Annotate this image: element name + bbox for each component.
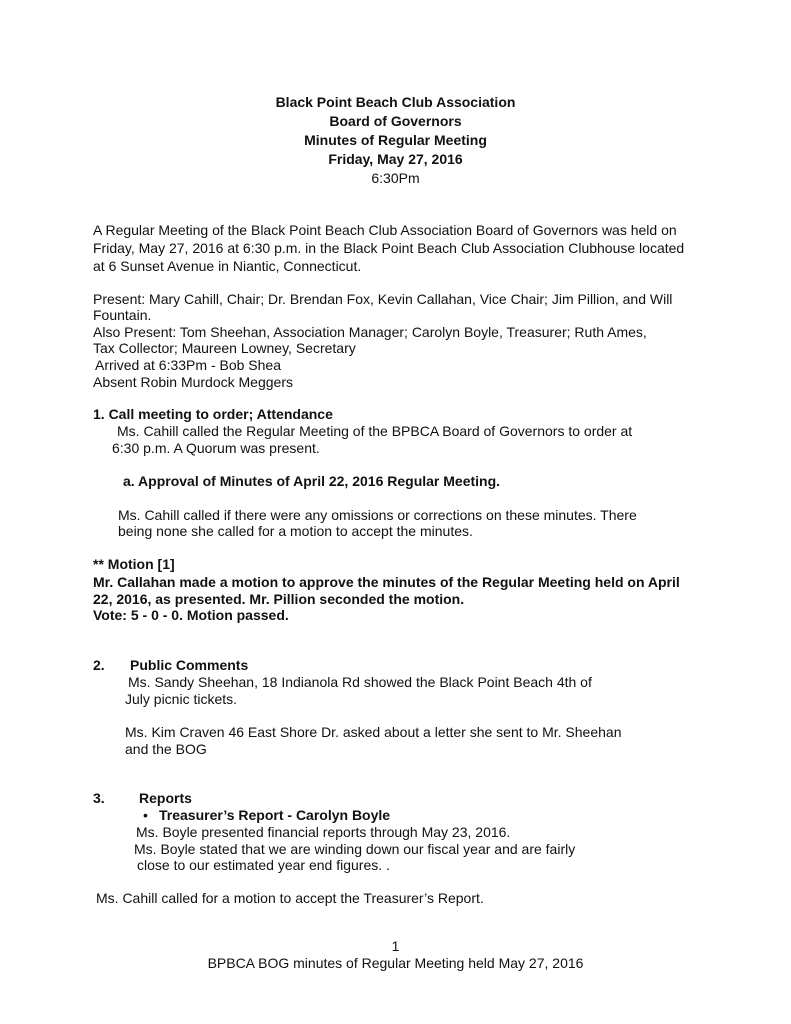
treasurer-line: Ms. Boyle stated that we are winding down our fiscal year and are fairly [134, 841, 576, 857]
board-name: Board of Governors [329, 113, 462, 129]
intro-line: Friday, May 27, 2016 at 6:30 p.m. in the Black Point Beach Club Association Clubhouse located [93, 240, 685, 256]
page-number: 1 [391, 938, 400, 954]
section-3-number: 3. [93, 790, 105, 806]
section-2-number: 2. [93, 657, 105, 673]
intro-line: A Regular Meeting of the Black Point Beach Club Association Board of Governors was held on [93, 222, 677, 238]
absent-line: Absent Robin Murdock Meggers [93, 374, 293, 390]
attendance-line: Also Present: Tom Sheehan, Association Manager; Carolyn Boyle, Treasurer; Ruth Ames, [93, 324, 647, 340]
motion-label: ** Motion [1] [93, 556, 175, 572]
intro-line: at 6 Sunset Avenue in Niantic, Connecticut. [93, 258, 362, 274]
meeting-date: Friday, May 27, 2016 [328, 151, 463, 167]
arrived-line: Arrived at 6:33Pm - Bob Shea [95, 357, 281, 373]
treasurer-line: Ms. Boyle presented financial reports through May 23, 2016. [136, 824, 511, 840]
section-3-heading: Reports [139, 790, 192, 806]
section-1a-line: being none she called for a motion to accept the minutes. [118, 523, 473, 539]
bullet: • [143, 807, 148, 823]
comment-line: and the BOG [125, 741, 207, 757]
document-title: Minutes of Regular Meeting [304, 132, 487, 148]
section-1-line: Ms. Cahill called the Regular Meeting of the BPBCA Board of Governors to order at [117, 423, 633, 439]
motion-vote: Vote: 5 - 0 - 0. Motion passed. [93, 607, 289, 623]
treasurer-line: close to our estimated year end figures. . [137, 857, 390, 873]
footer-text: BPBCA BOG minutes of Regular Meeting held May 27, 2016 [207, 955, 584, 971]
attendance-line: Tax Collector; Maureen Lowney, Secretary [93, 340, 356, 356]
document-header [0, 93, 791, 188]
comment-line: July picnic tickets. [125, 691, 238, 707]
closing-line: Ms. Cahill called for a motion to accept the Treasurer’s Report. [96, 890, 484, 906]
comment-line: Ms. Kim Craven 46 East Shore Dr. asked about a letter she sent to Mr. Sheehan [125, 724, 622, 740]
motion-line: Mr. Callahan made a motion to approve the minutes of the Regular Meeting held on April [93, 574, 680, 590]
page-footer [0, 938, 791, 973]
attendance-line: Present: Mary Cahill, Chair; Dr. Brendan Fox, Kevin Callahan, Vice Chair; Jim Pillion, and Will [93, 291, 673, 307]
comment-line: Ms. Sandy Sheehan, 18 Indianola Rd showed the Black Point Beach 4th of [128, 674, 592, 690]
attendance-line: Fountain. [93, 307, 152, 323]
section-1a-line: Ms. Cahill called if there were any omissions or corrections on these minutes. There [118, 507, 637, 523]
meeting-time: 6:30Pm [371, 170, 420, 186]
treasurer-report-heading: Treasurer’s Report - Carolyn Boyle [159, 807, 391, 823]
org-name: Black Point Beach Club Association [275, 94, 516, 110]
section-1a-heading: a. Approval of Minutes of April 22, 2016 Regular Meeting. [123, 473, 501, 489]
section-2-heading: Public Comments [130, 657, 249, 673]
section-1-heading: 1. Call meeting to order; Attendance [93, 406, 333, 422]
section-1-line: 6:30 p.m. A Quorum was present. [112, 440, 320, 456]
motion-line: 22, 2016, as presented. Mr. Pillion seconded the motion. [93, 591, 465, 607]
